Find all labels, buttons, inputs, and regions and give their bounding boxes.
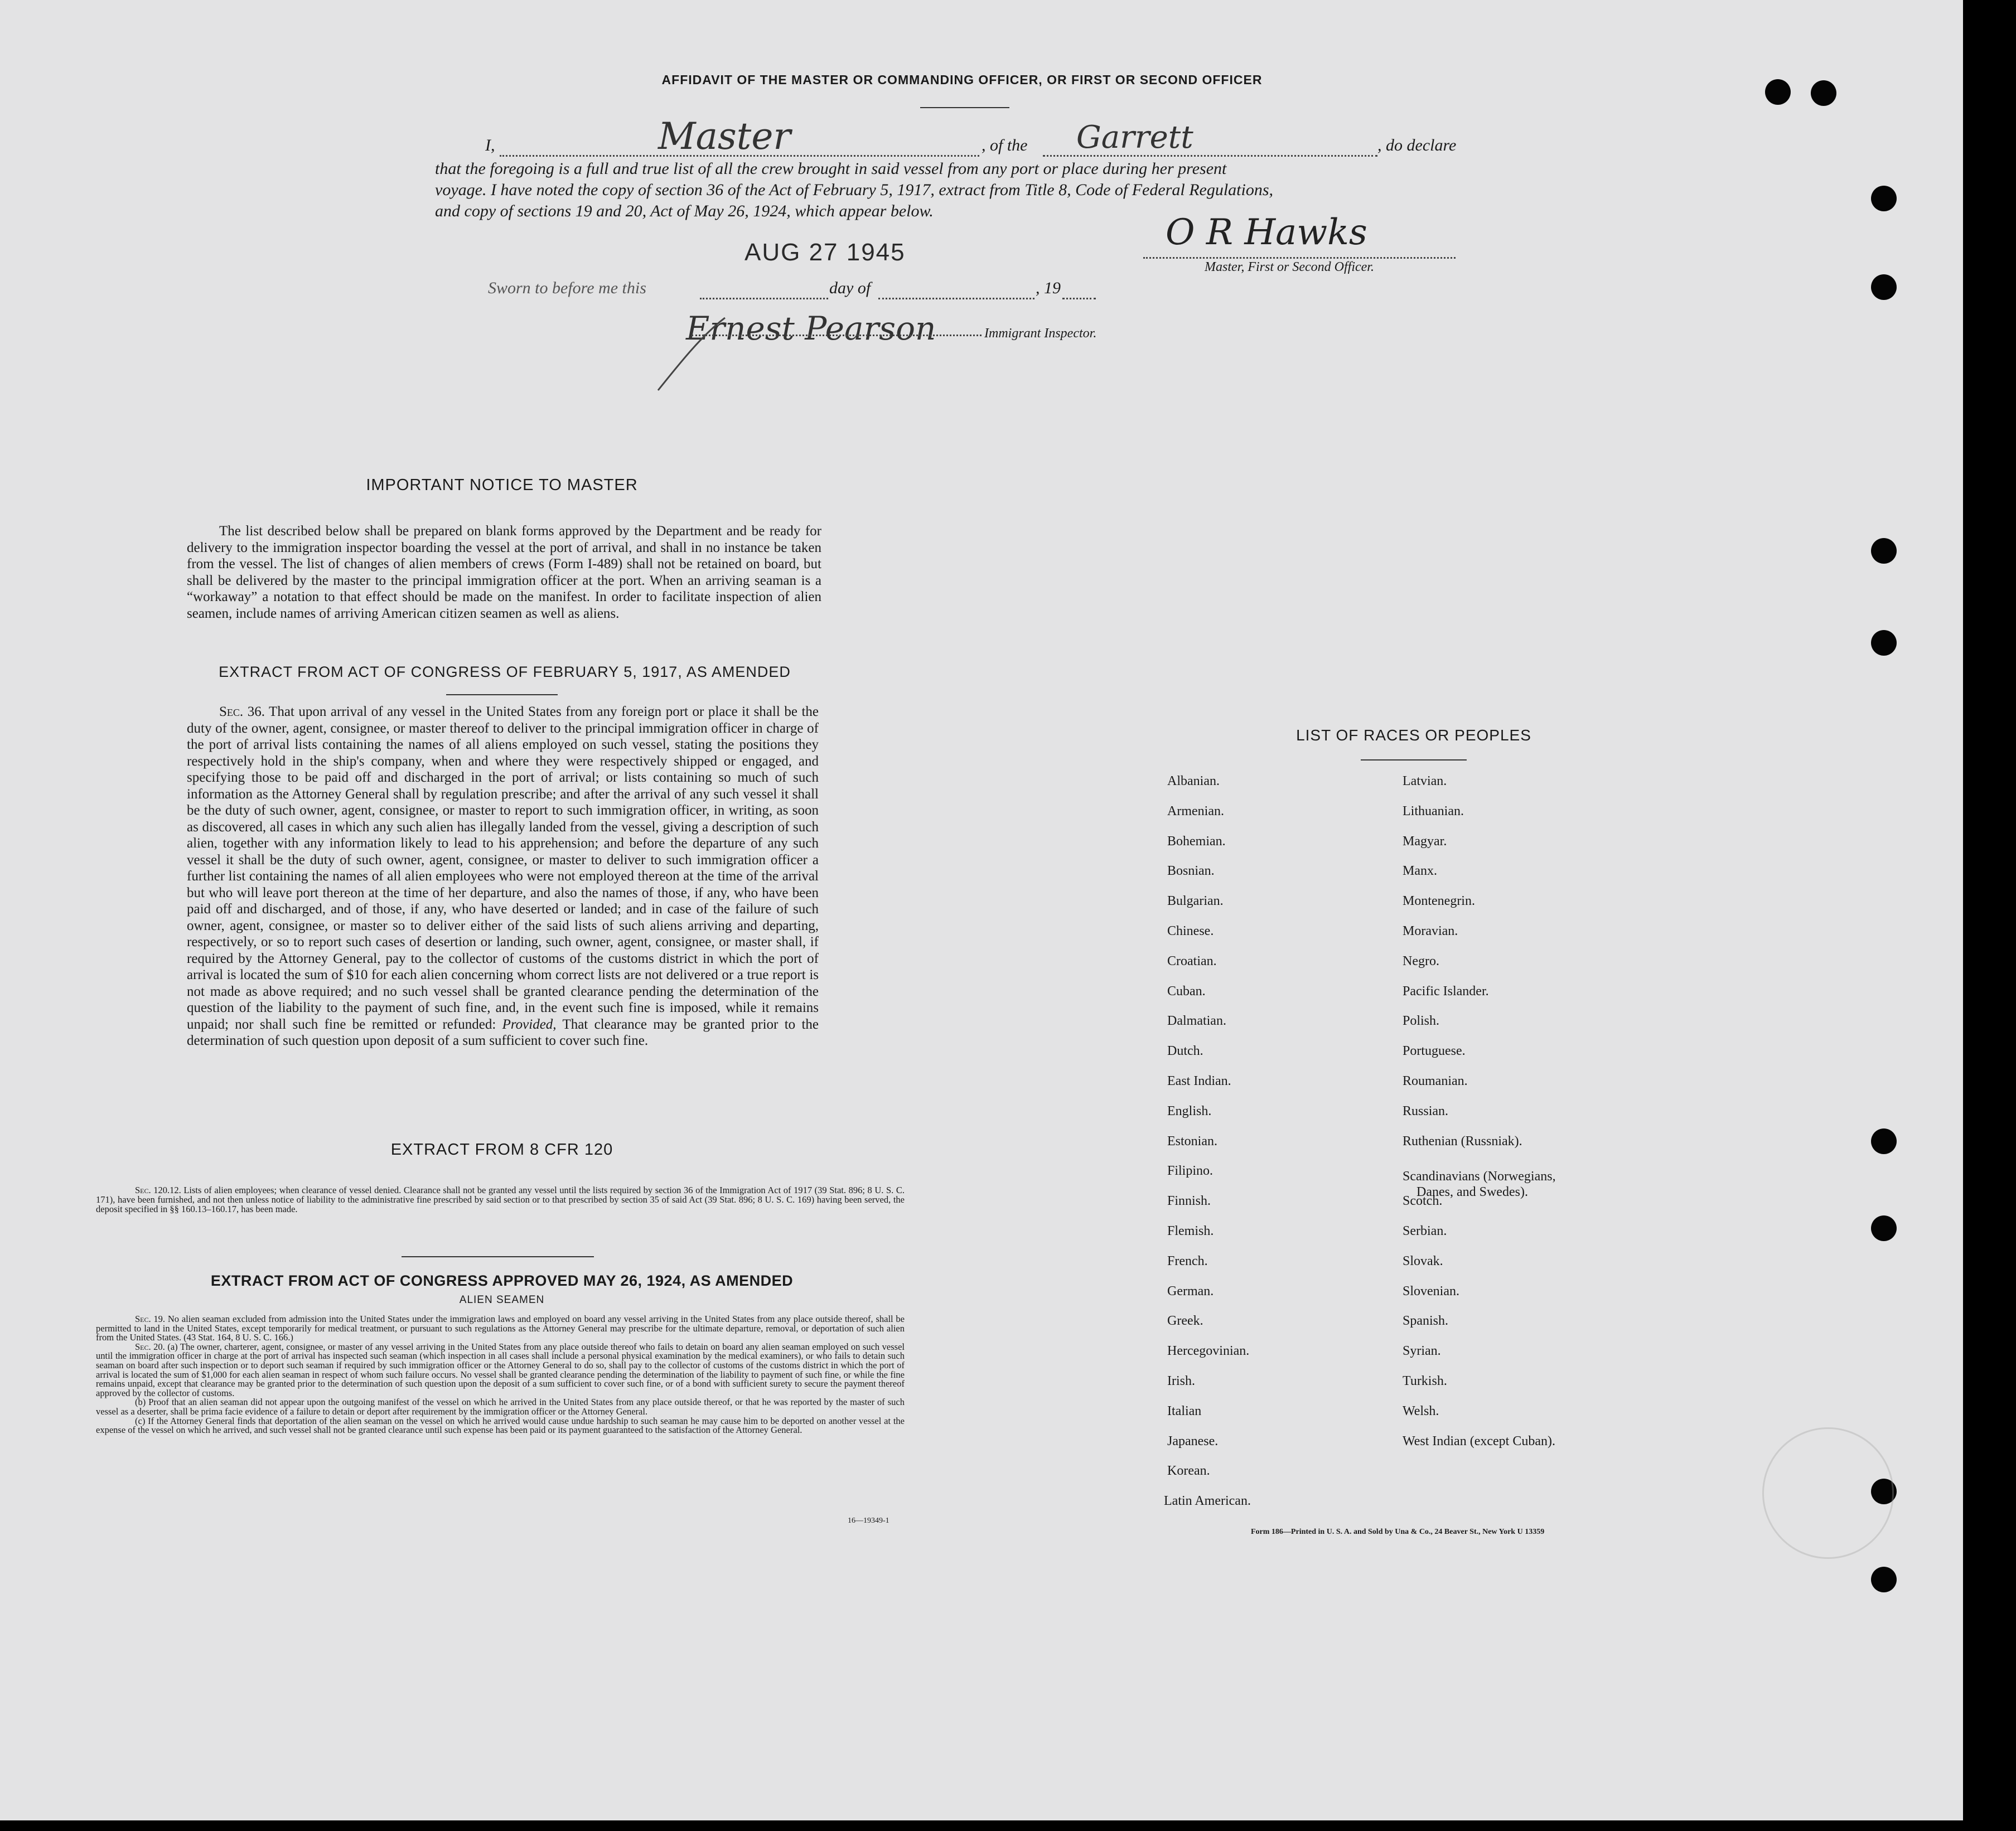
race-item: Albanian. [1167, 774, 1220, 788]
extract1924-subtitle: ALIEN SEAMEN [459, 1294, 545, 1306]
race-item: Pacific Islander. [1403, 984, 1489, 999]
race-item: Manx. [1403, 864, 1437, 879]
sec36-provided: Provided, [502, 1016, 557, 1032]
race-item: Bulgarian. [1167, 894, 1224, 909]
affidavit-line2: that the foregoing is a full and true list of all the crew brought in said vessel from any port or place during her present [435, 159, 1227, 178]
sec20a-paragraph [96, 1343, 905, 1398]
notice-title: IMPORTANT NOTICE TO MASTER [366, 476, 638, 494]
date-stamp: AUG 27 1945 [744, 239, 906, 266]
sec20b-paragraph: (b) Proof that an alien seaman did not appear upon the outgoing manifest of the vessel on which he arrived in the United States from any place outside thereof, or that he was reported by the master of such vessel as a deserter, shall be prima facie evidence of a failure to detain or deport after requirement by the immigration officer or the Attorney General. [96, 1397, 905, 1417]
do-declare-label: , do declare [1377, 136, 1457, 154]
race-item: English. [1167, 1103, 1212, 1118]
faded-seal [1762, 1427, 1894, 1559]
cfr-rule [402, 1256, 594, 1257]
race-item: Lithuanian. [1403, 803, 1464, 818]
extract1924-title: EXTRACT FROM ACT OF CONGRESS APPROVED MAY 26, 1924, AS AMENDED [210, 1272, 794, 1289]
race-item: Scandinavians (Norwegians, [1403, 1169, 1556, 1184]
race-item: Greek. [1167, 1314, 1203, 1329]
race-item: Italian [1167, 1403, 1202, 1418]
punch-hole [1765, 79, 1791, 105]
races-title: LIST OF RACES OR PEOPLES [1296, 726, 1531, 744]
races-right-column [1403, 774, 1670, 1515]
race-item: West Indian (except Cuban). [1403, 1433, 1555, 1449]
race-item: Armenian. [1167, 803, 1224, 818]
race-item: Irish. [1167, 1374, 1195, 1388]
affidavit-line4: and copy of sections 19 and 20, Act of May 26, 1924, which appear below. [435, 202, 934, 220]
sec19-label: Sec. 19. [135, 1314, 166, 1324]
printer-line: Form 186—Printed in U. S. A. and Sold by Una & Co., 24 Beaver St., New York U 13359 [1251, 1528, 1545, 1536]
signature-line [1143, 248, 1456, 259]
inspector-signature: Ernest Pearson [686, 309, 936, 347]
of-the-label: , of the [982, 136, 1028, 154]
punch-hole [1871, 1128, 1897, 1154]
cfr-title: EXTRACT FROM 8 CFR 120 [390, 1141, 613, 1159]
form-number: 16—19349-1 [848, 1517, 889, 1525]
races-rule [1361, 759, 1467, 761]
day-field [700, 279, 828, 299]
race-item: Russian. [1403, 1103, 1449, 1118]
race-item: Estonian. [1167, 1134, 1217, 1149]
vessel-handwritten: Garrett [1076, 119, 1193, 156]
race-item: Syrian. [1403, 1344, 1441, 1359]
cfr-text: Lists of alien employees; when clearance of vessel denied. Clearance shall not be granted any vessel until the lists required by section 36 of the Immigration Act of 1917 (39 Stat. 896; 8 U. S. C. 171), have been furnished, and not then unless notice of liability to the administrative fine prescribed by said section or to that prescribed by section 35 of said Act (39 Stat. 896; 8 U. S. C. 169) having been served, the deposit specified in §§ 160.13–160.17, has been made. [96, 1185, 905, 1214]
sec36-text: That upon arrival of any vessel in the United States from any foreign port or place it shall be the duty of the owner, agent, consignee, or master thereof to deliver to the principal immigration officer in charge of the port of arrival lists containing the names of all aliens employed on such vessel, stating the positions they respectively hold in the ship's company, when and where they were respectively shipped or engaged, and specifying those to be paid off and discharged in the port of arrival; or lists containing so much of such information as the Attorney General shall by regulation prescribe; and after the arrival of any such vessel it shall be the duty of such owner, agent, consignee, or master to report to such immigration officer, in writing, as soon as discovered, all cases in which any such alien has illegally landed from the vessel, giving a description of such alien, together with any information likely to lead to his apprehension; and before the departure of any such vessel it shall be the duty of such owner, agent, consignee, or master to deliver to such immigration officer a further list containing the names of all alien employees who were not employed thereon at the time of the arrival but who will leave port thereon at the time of her departure, and also the names of those, if any, who have been paid off and discharged, and of those, if any, who have deserted or landed; and in case of the failure of such owner, agent, consignee, or master so to deliver either of the said lists of such aliens arriving and departing, respectively, or so to report such cases of desertion or landing, such owner, agent, consignee, or master shall, if required by the Attorney General, pay to the collector of customs of the customs district in which the port of arrival is located the sum of $10 for each alien concerning whom correct lists are not delivered or a true report is not made as above required; and no such vessel shall be granted clearance pending the determination of the question of the liability to the payment of such fine, and, in the event such fine is imposed, while it remains unpaid; nor shall such fine be remitted or refunded: [187, 704, 819, 1032]
race-item: Slovenian. [1403, 1283, 1459, 1299]
race-item: Danes, and Swedes). [1416, 1185, 1528, 1200]
races-left-column [1164, 774, 1379, 1515]
race-item: Scotch. [1403, 1194, 1443, 1209]
day-of-label: day of [829, 279, 871, 297]
race-item: Bohemian. [1167, 834, 1226, 849]
race-item: Serbian. [1403, 1224, 1447, 1238]
punch-hole [1871, 630, 1897, 656]
heading-underline [920, 107, 1009, 108]
affidavit-line3: voyage. I have noted the copy of section 36 of the Act of February 5, 1917, extract from Title 8, Code of Federal Regulations, [435, 181, 1274, 199]
race-item: Polish. [1403, 1014, 1440, 1029]
sec36-label: Sec. 36. [219, 704, 265, 719]
punch-hole [1871, 274, 1897, 300]
race-item: Portuguese. [1403, 1044, 1466, 1059]
sworn-label: Sworn to before me this [488, 279, 646, 297]
year-field [1062, 279, 1096, 299]
sec19-paragraph [96, 1315, 905, 1343]
sec20-label: Sec. 20. [135, 1341, 165, 1352]
race-item: Japanese. [1167, 1433, 1219, 1449]
race-item: Dalmatian. [1167, 1014, 1226, 1029]
cfr-sec-label: Sec. 120.12. [135, 1185, 181, 1195]
sec36-text-end: That clearance may be granted prior to the determination of such question upon deposit of a sum sufficient to cover such fine. [187, 1016, 819, 1048]
inspector-line [692, 326, 982, 336]
punch-hole [1871, 186, 1897, 211]
race-item: Finnish. [1167, 1194, 1211, 1209]
punch-hole [1811, 80, 1836, 106]
extract1917-body [187, 704, 819, 1049]
extract1917-title: EXTRACT FROM ACT OF CONGRESS OF FEBRUARY 5, 1917, AS AMENDED [219, 663, 791, 680]
race-item: German. [1167, 1283, 1214, 1299]
year-prefix: , 19 [1036, 279, 1061, 297]
sec19-text: No alien seaman excluded from admission into the United States under the immigration laws and employed on board any vessel arriving in the United States from any place outside thereof, shall be permitted to land in the United States, except temporarily for medical treatment, or pursuant to such regulations as the Attorney General may prescribe for the ultimate departure, removal, or deportation of such alien from the United States. (43 Stat. 164, 8 U. S. C. 166.) [96, 1314, 905, 1343]
master-handwritten: Master [658, 115, 791, 158]
race-item: Latvian. [1403, 774, 1447, 788]
sworn-line [488, 279, 1179, 301]
race-item: Ruthenian (Russniak). [1403, 1134, 1522, 1149]
extract1917-rule [446, 694, 558, 695]
sec20a-text: (a) The owner, charterer, agent, consignee, or master of any vessel arriving in the United States from any place outside thereof who fails to detain on board any alien seaman employed on such vessel until the immigration officer in charge at the port of arrival has inspected such seaman (which inspection in all cases shall include a personal physical examination by the medical examiners), or who fails to detain such seaman on board after such inspection or to deport such seaman if required by such immigration officer or the Attorney General to do so, shall pay to the collector of customs of the customs district in which the port of arrival is located the sum of $1,000 for each alien seaman in respect of whom such failure occurs. No vessel shall be granted clearance pending the determination of the liability to payment of such fine, or while the fine remains unpaid, except that clearance may be granted prior to the determination of such question upon the deposit of a sum sufficient to cover such fine, or of a bond with sufficient surety to secure the payment thereof approved by the collector of customs. [96, 1341, 905, 1398]
race-item: Latin American. [1164, 1494, 1251, 1509]
punch-hole [1871, 1567, 1897, 1592]
race-item: Chinese. [1167, 924, 1214, 938]
race-item: Slovak. [1403, 1253, 1443, 1268]
extract1924-body [96, 1315, 905, 1435]
race-item: Turkish. [1403, 1374, 1447, 1388]
race-item: Welsh. [1403, 1403, 1439, 1418]
affidavit-line1 [485, 115, 1489, 159]
race-item: Korean. [1167, 1464, 1210, 1479]
race-item: Hercegovinian. [1167, 1344, 1250, 1359]
sec20c-paragraph: (c) If the Attorney General finds that deportation of the alien seaman on the vessel on which he arrived would cause undue hardship to such seaman he may cause him to be deported on another vessel at the expense of the vessel on which he arrived, and such vessel shall not be granted clearance until such expense has been paid or its payment guaranteed to the satisfaction of the Attorney General. [96, 1415, 905, 1436]
race-item: Spanish. [1403, 1314, 1449, 1329]
race-item: Moravian. [1403, 924, 1458, 938]
race-item: Dutch. [1167, 1044, 1203, 1059]
race-item: Filipino. [1167, 1164, 1214, 1179]
race-item: Flemish. [1167, 1224, 1214, 1238]
race-item: Negro. [1403, 953, 1439, 968]
affidavit-heading: AFFIDAVIT OF THE MASTER OR COMMANDING OFFICER, OR FIRST OR SECOND OFFICER [661, 72, 1263, 87]
race-item: Bosnian. [1167, 864, 1215, 879]
signature-caption: Master, First or Second Officer. [1205, 260, 1374, 274]
race-item: East Indian. [1167, 1074, 1231, 1088]
inspector-flourish [647, 312, 758, 396]
i-label: I, [485, 136, 495, 154]
race-item: French. [1167, 1253, 1208, 1268]
race-item: Croatian. [1167, 953, 1217, 968]
punch-hole [1871, 538, 1897, 564]
race-item: Roumanian. [1403, 1074, 1468, 1088]
month-field [878, 279, 1034, 299]
punch-hole [1871, 1215, 1897, 1241]
race-item: Magyar. [1403, 834, 1447, 849]
race-item: Cuban. [1167, 984, 1206, 999]
notice-body: The list described below shall be prepared on blank forms approved by the Department and be ready for delivery to the immigration inspector boarding the vessel at the port of arrival, and shall in no instance be taken from the vessel. The list of changes of alien members of crews (Form I-489) shall not be retained on board, but shall be delivered by the master to the principal immigration officer at the port. When an arriving seaman is a “workaway” a notation to that effect should be made on the manifest. In order to facilitate inspection of alien seamen, include names of arriving American citizen seamen as well as aliens. [187, 524, 821, 621]
master-signature: O R Hawks [1166, 212, 1367, 253]
race-item: Montenegrin. [1403, 894, 1475, 909]
cfr-body [96, 1185, 905, 1214]
inspector-caption: Immigrant Inspector. [984, 326, 1097, 341]
